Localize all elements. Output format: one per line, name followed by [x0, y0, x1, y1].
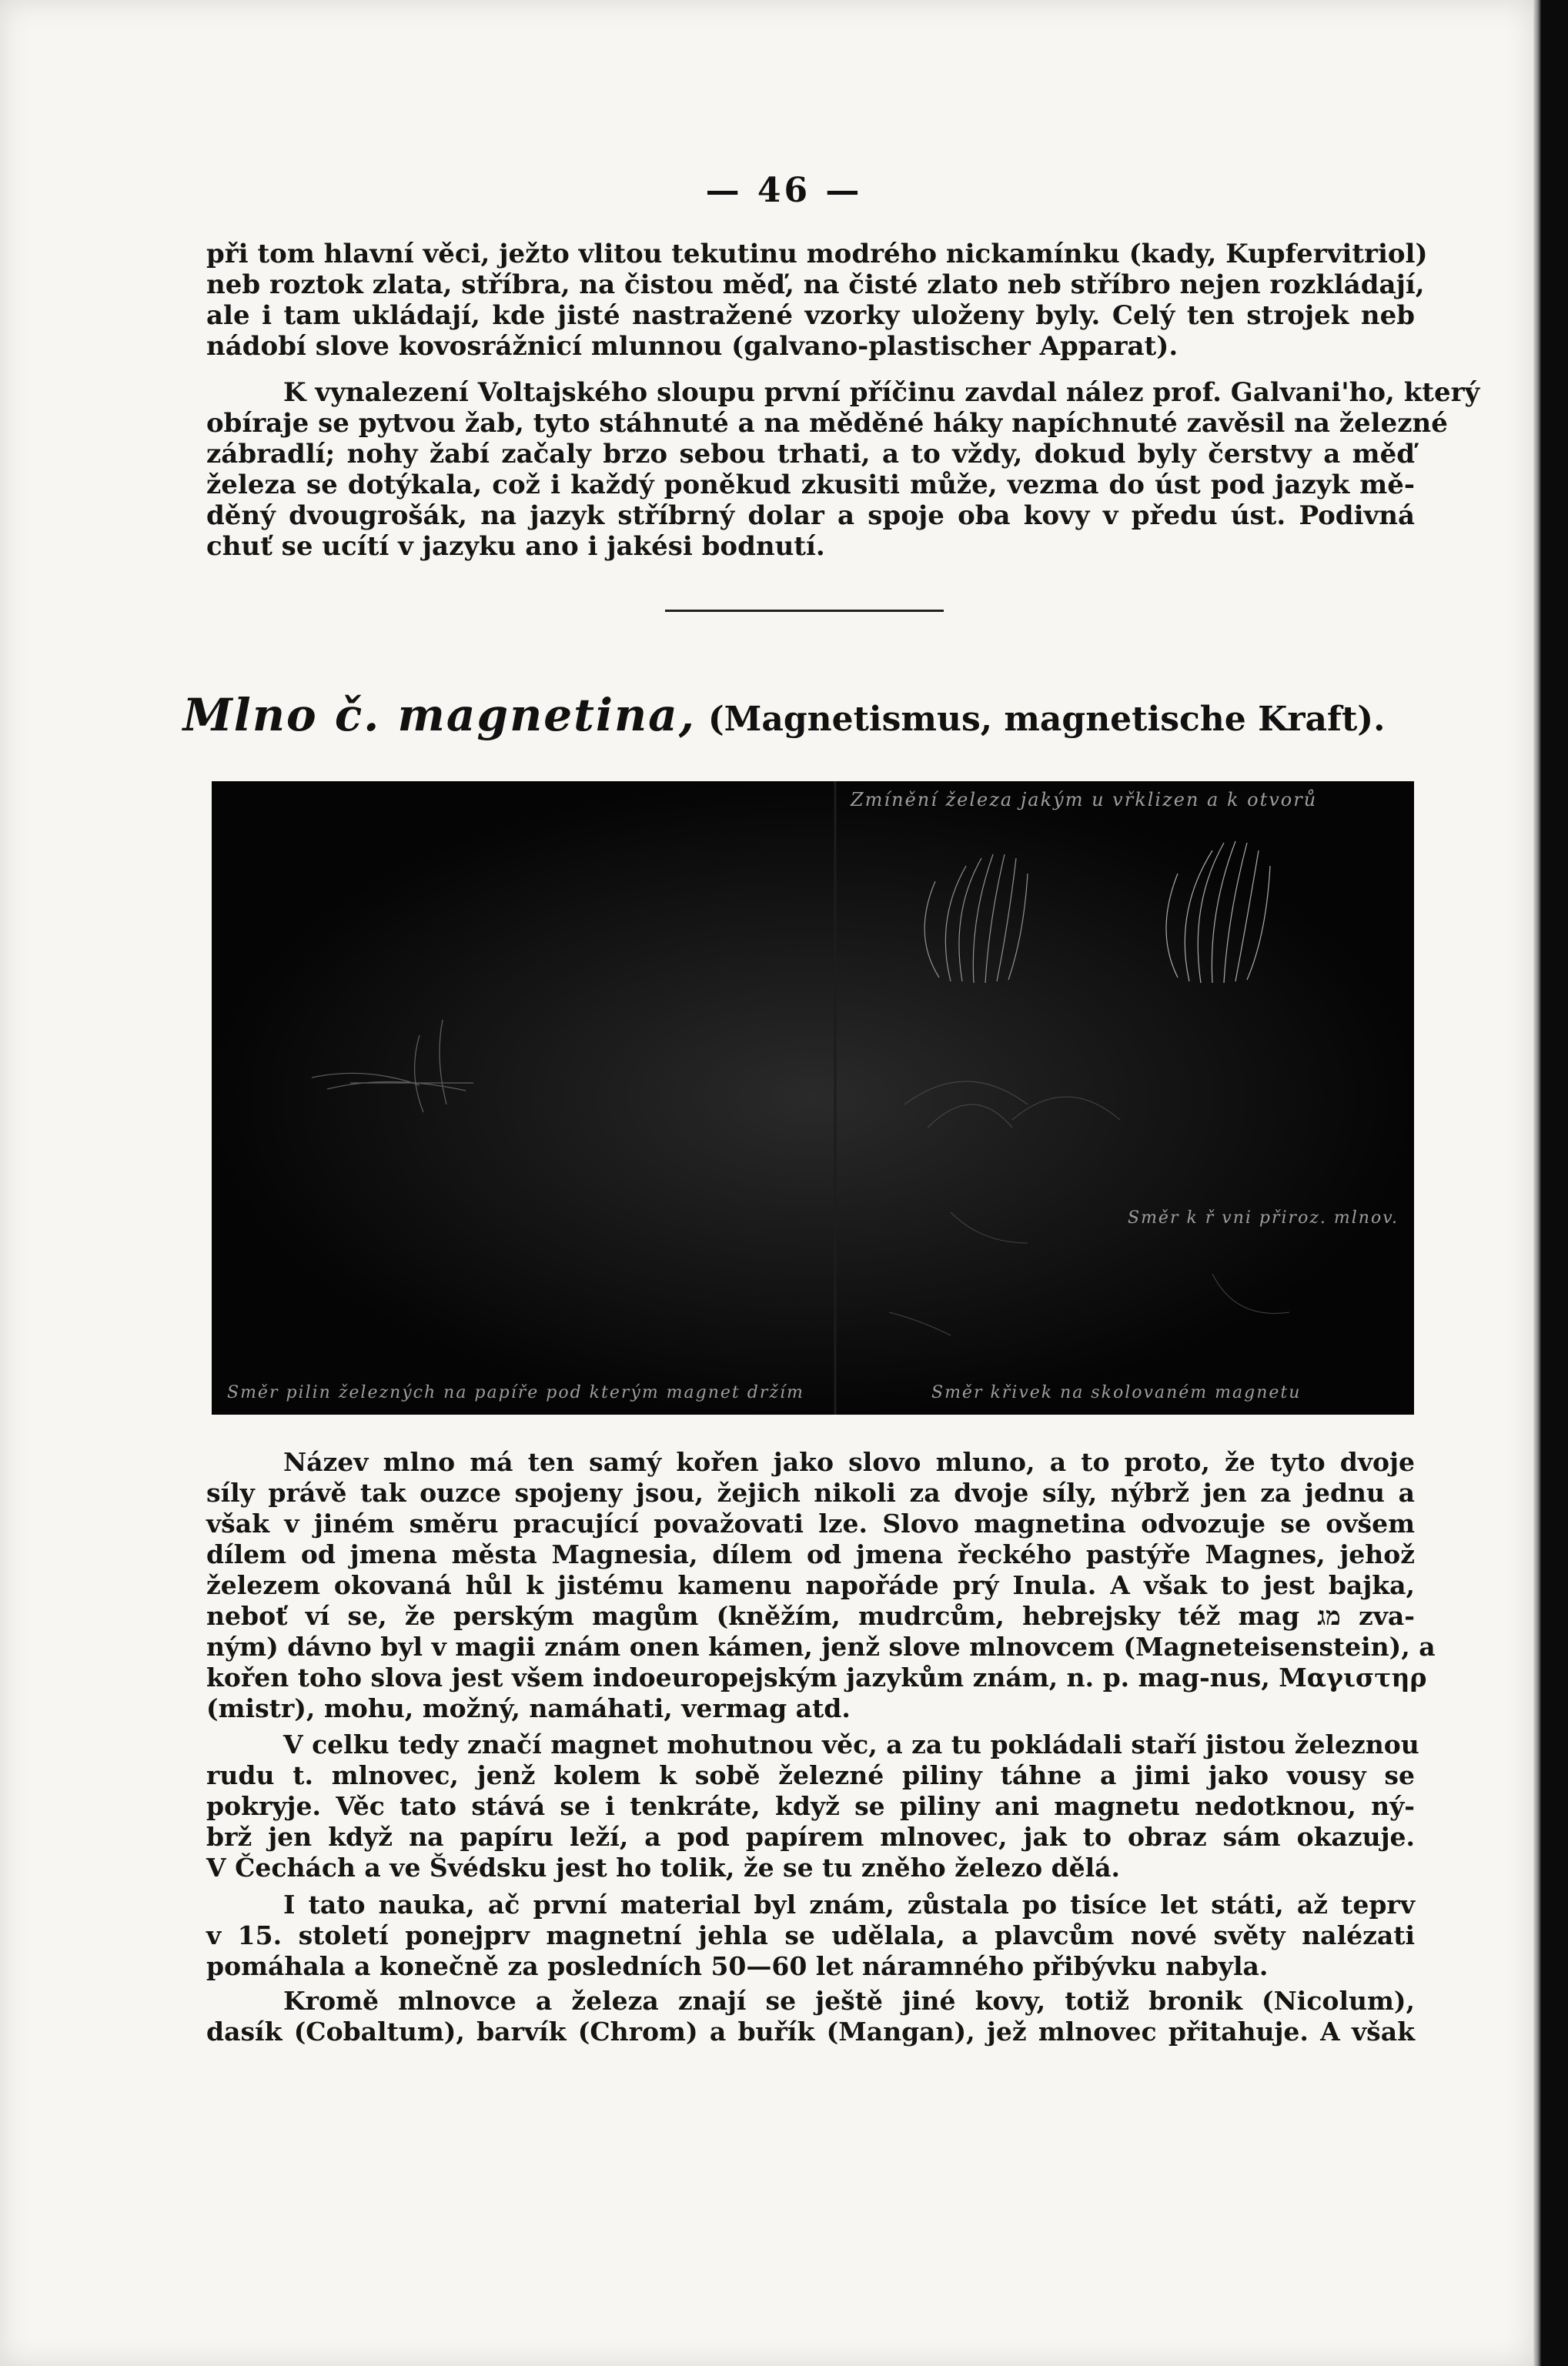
text-line: železa se dotýkala, což i každý poněkud zkusiti může, vezma do úst pod jazyk mě- [206, 470, 1415, 500]
text-line: I tato nauka, ač první material byl znám, zůstala po tisíce let státi, až teprv [283, 1890, 1415, 1920]
text-line: dílem od jmena města Magnesia, dílem od jmena řeckého pastýře Magnes, jehož [206, 1539, 1415, 1569]
top-paragraph [206, 239, 1428, 362]
page-number: — 46 — [705, 171, 863, 210]
page-edge [1533, 0, 1541, 2366]
galvani-paragraph [206, 377, 1480, 562]
field-lines-engraving [212, 781, 1414, 1415]
magnetism-illustration [212, 781, 1414, 1415]
magnet-name-paragraph [206, 1447, 1436, 1724]
text-line: Kromě mlnovce a železa znají se ještě jiné kovy, totiž bronik (Nicolum), [283, 1986, 1415, 2016]
magnet-ore-paragraph [206, 1729, 1419, 1883]
text-line: síly právě tak ouzce spojeny jsou, žejich nikoli za dvoje síly, nýbrž jen za jednu a [206, 1478, 1415, 1508]
section-title-sub: (Magnetismus, magnetische Kraft). [707, 700, 1386, 739]
text-line: neb roztok zlata, stříbra, na čistou měď, na čisté zlato neb stříbro nejen rozkládají, [206, 269, 1425, 300]
section-title-main: Mlno č. magnetina, [182, 689, 696, 741]
text-line: při tom hlavní věci, ježto vlitou tekutinu modrého nickamínku (kady, Kupfervitriol) [206, 239, 1428, 269]
other-metals-paragraph [206, 1986, 1415, 2047]
text-line: neboť ví se, že perským magům (kněžím, mudrcům, hebrejsky též mag מג zva- [206, 1601, 1415, 1631]
text-line: obíraje se pytvou žab, tyto stáhnuté a na měděné háky napíchnuté zavěsil na železné [206, 408, 1448, 439]
text-line: ným) dávno byl v magii znám onen kámen, jenž slove mlnovcem (Magneteisenstein), a [206, 1632, 1436, 1662]
caption-top-right: Zmínění železa jakým u vřklizen a k otvorů [851, 789, 1318, 810]
text-line: pokryje. Věc tato stává se i tenkráte, když se piliny ani magnetu nedotknou, ný- [206, 1791, 1415, 1821]
history-paragraph [206, 1890, 1415, 1982]
caption-bottom-right: Směr křivek na skolovaném magnetu [931, 1383, 1302, 1402]
text-line: V celku tedy značí magnet mohutnou věc, a za tu pokládali staří jistou železnou [283, 1729, 1419, 1759]
text-line: kořen toho slova jest všem indoeuropejským jazykům znám, n. p. mag-nus, Μαγιστηρ [206, 1663, 1427, 1693]
caption-bottom-left: Směr pilin železných na papíře pod kterým magnet držím [227, 1383, 804, 1402]
text-line: ale i tam ukládají, kde jisté nastražené vzorky uloženy byly. Celý ten strojek neb [206, 300, 1415, 331]
text-line: dasík (Cobaltum), barvík (Chrom) a buřík (Mangan), jež mlnovec přitahuje. A však [206, 2017, 1415, 2047]
text-line: (mistr), mohu, možný, namáhati, vermag atd. [206, 1693, 851, 1723]
section-divider [665, 610, 944, 612]
text-line: však v jiném směru pracující považovati lze. Slovo magnetina odvozuje se ovšem [206, 1509, 1415, 1539]
text-line: v 15. století ponejprv magnetní jehla se udělala, a plavcům nové světy nalézati [206, 1920, 1415, 1950]
text-line: V Čechách a ve Švédsku jest ho tolik, že se tu zněho železo dělá. [206, 1853, 1121, 1883]
caption-right-mid: Směr k ř vni přiroz. mlnov. [1128, 1208, 1399, 1228]
text-line: zábradlí; nohy žabí začaly brzo sebou trhati, a to vždy, dokud byly čerstvy a měď [206, 439, 1415, 470]
text-line: rudu t. mlnovec, jenž kolem k sobě železné piliny táhne a jimi jako vousy se [206, 1760, 1415, 1790]
text-line: Název mlno má ten samý kořen jako slovo mluno, a to proto, že tyto dvoje [283, 1447, 1415, 1477]
text-line: děný dvougrošák, na jazyk stříbrný dolar a spoje oba kovy v předu úst. Podivná [206, 500, 1415, 531]
text-line: chuť se ucítí v jazyku ano i jakési bodnutí. [206, 531, 825, 562]
text-line: brž jen když na papíru leží, a pod papírem mlnovec, jak to obraz sám okazuje. [206, 1822, 1415, 1852]
text-line: pomáhala a konečně za posledních 50—60 let náramného přibývku nabyla. [206, 1951, 1269, 1981]
text-line: nádobí slove kovosrážnicí mlunnou (galvano-plastischer Apparat). [206, 331, 1179, 362]
text-line: K vynalezení Voltajského sloupu první příčinu zavdal nález prof. Galvani'ho, který [283, 377, 1480, 408]
text-line: železem okovaná hůl k jistému kamenu napořáde prý Inula. A však to jest bajka, [206, 1570, 1415, 1600]
section-title [0, 689, 1568, 741]
